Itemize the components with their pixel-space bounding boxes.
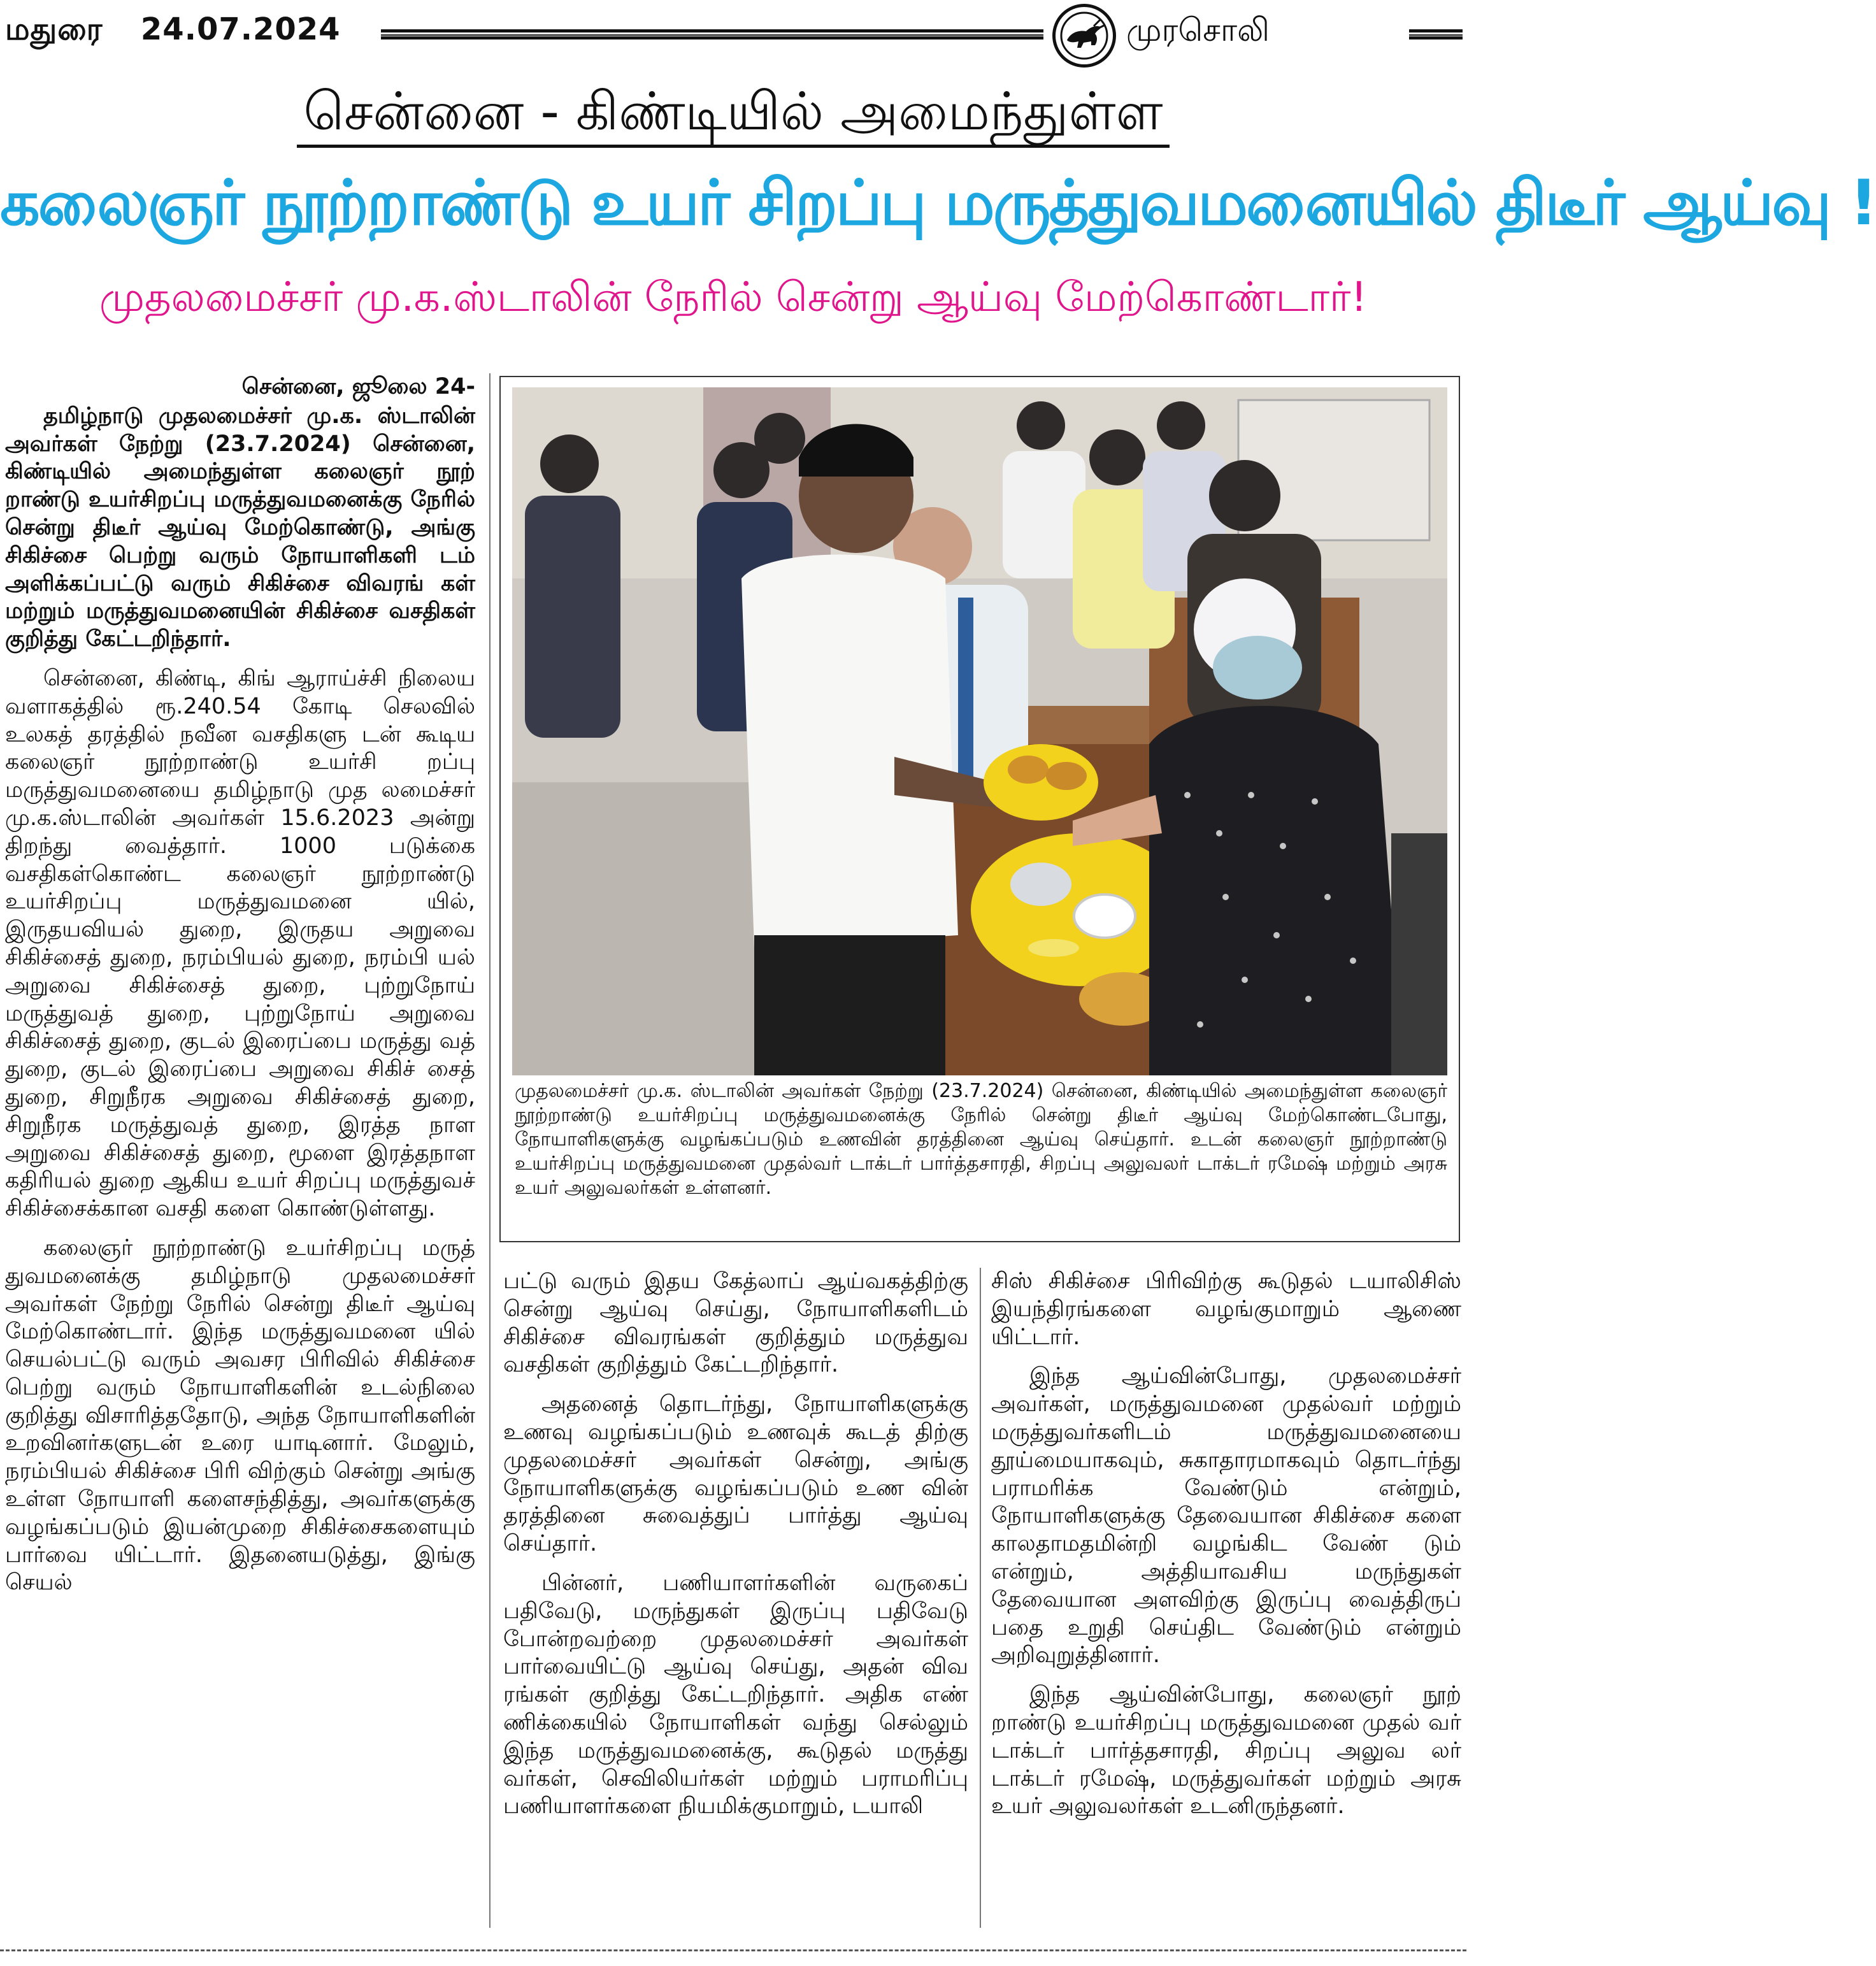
article-paragraph: பட்டு வரும் இதய கேத்லாப் ஆய்வகத்திற்கு சென்று ஆய்வு செய்து, நோயாளிகளிடம் சிகிச்சை விவரங்கள் குறித்தும் மருத்துவ வசதிகள் குறித்தும் கேட்டறிந்தார். [503,1268,968,1378]
bull-logo-icon [1052,4,1116,68]
headline-main: கலைஞர் நூற்றாண்டு உயர் சிறப்பு மருத்துவமனையில் திடீர் ஆய்வு ! [0,167,1876,240]
column-divider [980,1268,981,1928]
photo-caption: முதலமைச்சர் மு.க. ஸ்டாலின் அவர்கள் நேற்று (23.7.2024) சென்னை, கிண்டியில் அமைந்துள்ள கலைஞர் நூற்றாண்டு உயர்சிறப்பு மருத்துவமனைக்கு நேரில் சென்று திடீர் ஆய்வு மேற்கொண்டபோது, நோயாளிகளுக்கு வழங்கப்படும் உணவின் தரத்தினை ஆய்வு செய்தார். உடன் கலைஞர் நூற்றாண்டு உயர்சிறப்பு மருத்துவமனை முதல்வர் டாக்டர் பார்த்தசாரதி, சிறப்பு அலுவலர் டாக்டர் ரமேஷ் மற்றும் அரசு உயர் அலுவலர்கள் உள்ளனர். [515,1080,1447,1199]
article-column-2 [503,1268,968,1928]
article-column-3 [991,1268,1461,1928]
article-lead: தமிழ்நாடு முதலமைச்சர் மு.க. ஸ்டாலின் அவர்கள் நேற்று (23.7.2024) சென்னை, கிண்டியில் அமைந்துள்ள கலைஞர் நூற் றாண்டு உயர்சிறப்பு மருத்துவமனைக்கு நேரில் சென்று திடீர் ஆய்வு மேற்கொண்டு, அங்கு சிகிச்சை பெற்று வரும் நோயாளிகளி டம் அளிக்கப்பட்டு வரும் சிகிச்சை விவரங் கள் மற்றும் மருத்துவமனையின் சிகிச்சை வசதிகள் குறித்து கேட்டறிந்தார். [5,403,475,652]
bottom-dashed-rule [0,1949,1466,1951]
article-paragraph: பின்னர், பணியாளர்களின் வருகைப் பதிவேடு, மருந்துகள் இருப்பு பதிவேடு போன்றவற்றை முதலமைச்சர் அவர்கள் பார்வையிட்டு ஆய்வு செய்து, அதன் விவ ரங்கள் குறித்து கேட்டறிந்தார். அதிக எண் ணிக்கையில் நோயாளிகள் வந்து செல்லும் இந்த மருத்துவமனைக்கு, கூடுதல் மருத்து வர்கள், செவிலியர்கள் மற்றும் பராமரிப்பு பணியாளர்களை நியமிக்குமாறும், டயாலி [503,1570,968,1819]
article-dateline: சென்னை, ஜூலை 24- [241,374,475,399]
paper-name: முரசொலி [1126,11,1270,48]
masthead-edition [5,11,341,51]
masthead-rule-left [381,29,1043,39]
edition-city: மதுரை [5,11,103,47]
masthead-rule-right [1409,29,1463,39]
headline-sub: முதலமைச்சர் மு.க.ஸ்டாலின் நேரில் சென்று ஆய்வு மேற்கொண்டார்! [99,274,1368,321]
article-paragraph: அதனைத் தொடர்ந்து, நோயாளிகளுக்கு உணவு வழங்கப்படும் உணவுக் கூடத் திற்கு முதலமைச்சர் அவர்கள் சென்று, அங்கு நோயாளிகளுக்கு வழங்கப்படும் உண வின் தரத்தினை சுவைத்துப் பார்த்து ஆய்வு செய்தார். [503,1391,968,1557]
edition-date: 24.07.2024 [140,11,341,47]
article-paragraph: இந்த ஆய்வின்போது, முதலமைச்சர் அவர்கள், மருத்துவமனை முதல்வர் மற்றும் மருத்துவர்களிடம் மருத்துவமனையை தூய்மையாகவும், சுகாதாரமாகவும் தொடர்ந்து பராமரிக்க வேண்டும் என்றும், நோயாளிகளுக்கு தேவையான சிகிச்சை களை காலதாமதமின்றி வழங்கிட வேண் டும் என்றும், அத்தியாவசிய மருந்துகள் தேவையான அளவிற்கு இருப்பு வைத்திருப் பதை உறுதி செய்திட வேண்டும் என்றும் அறிவுறுத்தினார். [991,1363,1461,1668]
article-column-1 [5,373,475,1928]
column-divider [489,373,490,1928]
article-paragraph: சிஸ் சிகிச்சை பிரிவிற்கு கூடுதல் டயாலிசிஸ் இயந்திரங்களை வழங்குமாறும் ஆணை யிட்டார். [991,1268,1461,1350]
news-photo [512,387,1447,1075]
article-paragraph: சென்னை, கிண்டி, கிங் ஆராய்ச்சி நிலைய வளாகத்தில் ரூ.240.54 கோடி செலவில் உலகத் தரத்தில் நவீன வசதிகளு டன் கூடிய கலைஞர் நூற்றாண்டு உயர்சி றப்பு மருத்துவமனையை தமிழ்நாடு முத லமைச்சர் மு.க.ஸ்டாலின் அவர்கள் 15.6.2023 அன்று திறந்து வைத்தார். 1000 படுக்கை வசதிகள்கொண்ட கலைஞர் நூற்றாண்டு உயர்சிறப்பு மருத்துவமனை யில், இருதயவியல் துறை, இருதய அறுவை சிகிச்சைத் துறை, நரம்பியல் துறை, நரம்பி யல் அறுவை சிகிச்சைத் துறை, புற்றுநோய் மருத்துவத் துறை, புற்றுநோய் அறுவை சிகிச்சைத் துறை, குடல் இரைப்பை மருத்து வத் துறை, குடல் இரைப்பை அறுவை சிகிச் சைத் துறை, சிறுநீரக அறுவை சிகிச்சைத் துறை, சிறுநீரக மருத்துவத் துறை, இரத்த நாள அறுவை சிகிச்சைத் துறை, மூளை இரத்தநாள கதிரியல் துறை ஆகிய உயர் சிறப்பு மருத்துவச் சிகிச்சைக்கான வசதி களை கொண்டுள்ளது. [5,665,475,1222]
article-paragraph: கலைஞர் நூற்றாண்டு உயர்சிறப்பு மருத் துவமனைக்கு தமிழ்நாடு முதலமைச்சர் அவர்கள் நேற்று நேரில் சென்று திடீர் ஆய்வு மேற்கொண்டார். இந்த மருத்துவமனை யில் செயல்பட்டு வரும் அவசர பிரிவில் சிகிச்சை பெற்று வரும் நோயாளிகளின் உடல்நிலை குறித்து விசாரித்ததோடு, அந்த நோயாளிகளின் உறவினர்களுடன் உரை யாடினார். மேலும், நரம்பியல் சிகிச்சை பிரி விற்கும் சென்று அங்கு உள்ள நோயாளி களைசந்தித்து, அவர்களுக்கு வழங்கப்படும் இயன்முறை சிகிச்சைகளையும் பார்வை யிட்டார். இதனையடுத்து, இங்கு செயல் [5,1235,475,1596]
article-paragraph: இந்த ஆய்வின்போது, கலைஞர் நூற் றாண்டு உயர்சிறப்பு மருத்துவமனை முதல் வர் டாக்டர் பார்த்தசாரதி, சிறப்பு அலுவ லர் டாக்டர் ரமேஷ், மருத்துவர்கள் மற்றும் அரசு உயர் அலுவலர்கள் உடனிருந்தனர். [991,1682,1461,1819]
headline-kicker: சென்னை - கிண்டியில் அமைந்துள்ள [0,82,1466,149]
